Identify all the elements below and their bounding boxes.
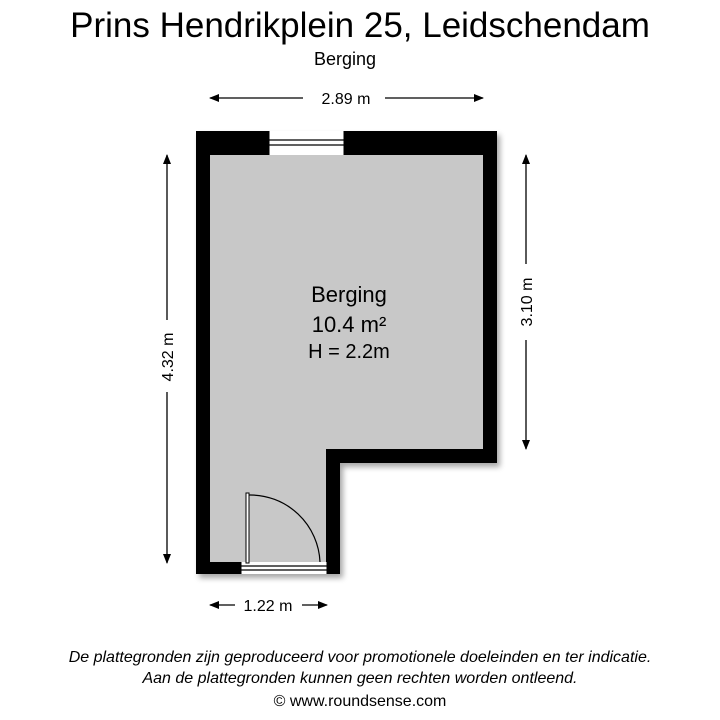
dimension-top-label: 2.89 m bbox=[321, 91, 371, 108]
dimension-left-label: 4.32 m bbox=[160, 332, 177, 382]
room-height: H = 2.2m bbox=[308, 341, 390, 363]
dimension-left bbox=[160, 155, 177, 563]
plan-title: Prins Hendrikplein 25, Leidschendam bbox=[70, 6, 650, 45]
copyright-link[interactable]: © www.roundsense.com bbox=[273, 693, 447, 710]
floor-label: Berging bbox=[313, 49, 377, 69]
dimension-bottom-label: 1.22 m bbox=[243, 598, 293, 615]
room-area: 10.4 m² bbox=[311, 312, 387, 337]
dimension-right-label: 3.10 m bbox=[519, 277, 536, 327]
door-leaf bbox=[246, 493, 249, 563]
dimension-bottom bbox=[210, 598, 327, 615]
top-window bbox=[269, 131, 344, 155]
dimension-right bbox=[519, 155, 536, 449]
room-name: Berging bbox=[311, 282, 387, 307]
disclaimer-line-2: Aan de plattegronden kunnen geen rechten worden ontleend. bbox=[142, 670, 578, 687]
disclaimer bbox=[0, 647, 720, 689]
dimension-top bbox=[210, 91, 483, 108]
disclaimer-line-1: De plattegronden zijn geproduceerd voor promotionele doeleinden en ter indicatie. bbox=[68, 649, 652, 666]
